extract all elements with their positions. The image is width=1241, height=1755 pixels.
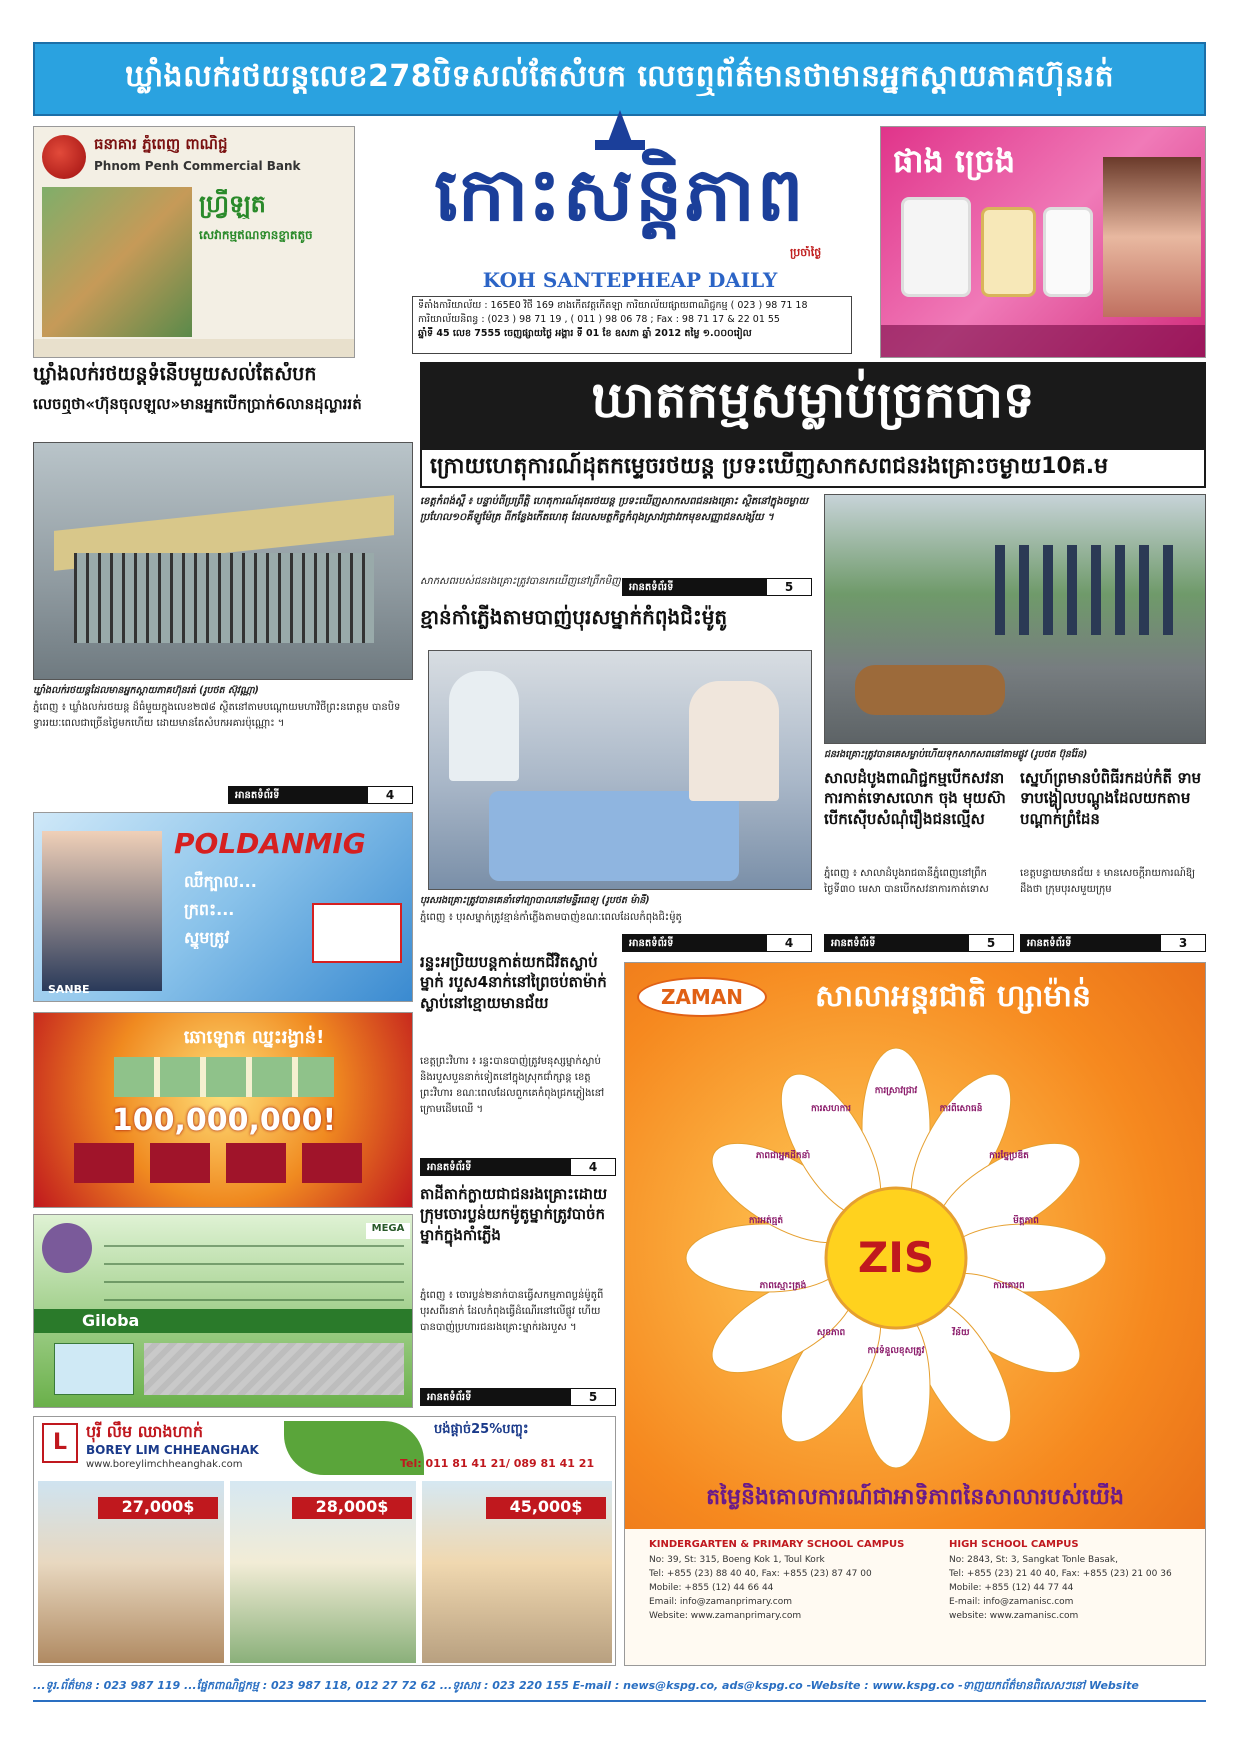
poldanmig-text2: ក្រពះ... [184,900,235,919]
borey-price-2: 28,000$ [292,1497,412,1519]
brain-icon [42,1223,92,1273]
continue-page-number: 5 [969,935,1013,951]
petal-label: សុខភាព [816,1328,846,1338]
petal-label: ការសហការ [811,1104,851,1114]
petal-label: ការពិសោធន៍ [939,1104,983,1114]
continue-label: អានតទំព័រទី [421,1389,571,1405]
medic-figure [689,681,779,801]
borey-english-name: BOREY LIM CHHEANGHAK [86,1443,259,1457]
zaman-brand: ZAMAN [660,985,744,1009]
masthead-english-name: KOH SANTEPHEAP DAILY [482,268,778,292]
main-story-text2: សាកសពរបស់ជនរងគ្រោះត្រូវបានរកឃើញនៅព្រឹកមិញ [420,576,621,587]
main-story-text: ខេត្តកំពង់ស្ពឺ ៖ បន្ទាប់ពីប្រព្រឹត្តិ ហេតុការណ៍ដុតរថយន្ត ប្រទះឃើញសាកសពជនរងគ្រោះ ស្ថិតនៅក្នុងចម្ងាយប្រហែល១០គីឡូម៉ែត្រ ពីកន្លែងកើតហេតុ ដែលសមត្ថកិច្ចកំពុងស្រាវជ្រាវរកមុខសញ្ញាជនសង្ស័យ ។ [420,496,808,523]
shooting-story-text: ភ្នំពេញ ៖ បុរសម្នាក់ត្រូវខ្មាន់កាំភ្លើងតាមបាញ់ខណៈពេលដែលកំពុងជិះម៉ូតូ [420,912,682,923]
campus1-address: No: 39, St: 315, Boeng Kok 1, Toul Kork [649,1555,825,1565]
hospital-photo [428,650,812,890]
campus2-title: HIGH SCHOOL CAMPUS [949,1539,1079,1550]
campus1-website: Website: www.zamanprimary.com [649,1611,802,1621]
poldanmig-ad[interactable] [33,812,413,1002]
masthead-info-line3: ឆ្នាំទី 45 លេខ 7555 ចេញផ្សាយថ្ងៃ អង្គារ ទី 01 ខែ ឧសភា ឆ្នាំ 2012 តម្លៃ ១.០០០រៀល [418,328,752,339]
masthead-subtitle-tag: ប្រចាំថ្ងៃ [790,246,822,259]
continue-label: អានតទំព័រទី [421,1159,571,1175]
borey-discount: បង់ផ្តាច់25%បញ្ចុះ [434,1422,529,1437]
campus1-mobile: Mobile: +855 (12) 44 66 44 [649,1583,774,1593]
robbery-story-continue[interactable] [420,1388,616,1406]
bank-desc: សេវាកម្មឥណទានខ្នាតតូច [199,228,313,242]
petal-label: ការស្រាវជ្រាវ [874,1086,918,1096]
footer-rule [33,1700,1206,1702]
petal-label: ការច្នៃប្រឌិត [989,1151,1029,1161]
watch-icon [901,197,971,297]
lightning-story-continue[interactable] [420,1158,616,1176]
left-story-continue[interactable] [228,786,413,804]
masthead-title-text: កោះសន្តិភាព [434,152,806,238]
masthead-info-box [412,296,852,354]
campus1-title: KINDERGARTEN & PRIMARY SCHOOL CAMPUS [649,1539,905,1550]
giloba-brand2: MEGA [366,1223,410,1239]
petal-label: ភាពស្មោះត្រង់ [759,1281,807,1291]
campus2-website: website: www.zamanisc.com [949,1611,1079,1621]
lottery-ad[interactable] [33,1012,413,1208]
road-photo-caption: ជនរងគ្រោះត្រូវបានគេសម្លាប់ហើយទុកសាកសពនៅតាមផ្លូវ (រូបថត ប៊ុនរ៉ែន) [824,749,1088,760]
campus1-tel: Tel: +855 (23) 88 40 40, Fax: +855 (23) 87 47 00 [649,1569,872,1579]
border-story-text: ខេត្តបន្ទាយមានជ័យ ៖ មានសេចក្ដីរាយការណ៍ឱ្យដឹងថា ក្រុមបុរសមួយក្រុម [1020,868,1196,895]
main-story-continue[interactable] [622,578,812,596]
bank-logo-icon [42,135,86,179]
bank-tag: ហ្វ្រីឡូត [199,190,266,218]
lightning-headline[interactable]: រន្ទះអប្រិយបន្តកាត់យកជីវិតស្លាប់ម្នាក់ របួស4នាក់នៅព្រៃចប់តាម៉ាក់ស្លាប់នៅខ្មោយមានជ័យ [420,953,607,1012]
zaman-center-label: ZIS [857,1233,935,1282]
continue-label: អានតទំព័រទី [1021,935,1161,951]
hospital-photo-caption: បុរសរងគ្រោះត្រូវបានគេនាំទៅព្យាបាលនៅមន្ទីរពេទ្យ (រូបថត ម៉ានី) [420,895,650,906]
headache-man-photo [42,831,162,991]
poldanmig-text3: ស្នូមត្រូវ [184,928,230,947]
prize-box-icons [74,1143,374,1183]
lottery-amount: 100,000,000! [111,1103,337,1138]
model-photo [1103,157,1201,317]
medic-figure [449,671,519,781]
bank-ad[interactable] [33,126,355,358]
robbery-headline[interactable]: តាដីតាក់ក្លាយជាជនរងគ្រោះដោយក្រុមចោរប្លន់យកម៉ូតូម្នាក់ត្រូវបាច់ក ម្នាក់ក្នុងកាំភ្លើង [420,1185,608,1244]
continue-page-number: 3 [1161,935,1205,951]
zaman-school-ad[interactable] [624,962,1206,1666]
petal-label: ការទំនួលខុសត្រូវ [867,1346,925,1356]
zaman-title: សាលាអន្តរជាតិ ហ្សាម៉ាន់ [815,979,1092,1014]
left-story-headline-line2: លេចឮថា«ហ៊ុនចុលឡូល»មានអ្នកបើកប្រាក់6លានដុល្លាររត់ [33,394,362,413]
showroom-gate [74,553,374,643]
continue-page-number: 5 [571,1389,615,1405]
court-headline[interactable]: សាលដំបូងពាណិជ្ជកម្មបើកសវនាការកាត់ទោសលោក ចុង មុយស៊ា បើកស៊ើបសំណុំរឿងជនល្មើស [824,769,1006,828]
zaman-slogan: តម្លៃនិងគោលការណ៍ជាអាទិភាពនៃសាលារបស់យើង [706,1485,1124,1510]
main-headline[interactable] [420,362,1206,448]
borey-website: www.boreylimchheanghak.com [86,1459,243,1470]
banknote-icons [114,1057,334,1097]
giloba-symptom-list [104,1245,404,1301]
watch-icon [981,207,1036,297]
bystander-group [995,545,1175,635]
borey-tel: Tel: 011 81 41 21/ 089 81 41 21 [400,1457,595,1470]
watch-icon [1043,207,1093,297]
shooting-headline[interactable]: ខ្មាន់កាំភ្លើងតាមបាញ់បុរសម្នាក់កំពុងជិះម៉ូតូ [420,605,728,629]
left-story-headline[interactable] [33,362,413,442]
bank-khmer-name: ធនាគារ ភ្នំពេញ ពាណិជ្ជ [94,135,228,153]
petal-label: មិត្តភាព [1013,1216,1039,1226]
left-story-headline-line1: ឃ្លាំងលក់រថយន្តទំនើបមួយសល់តែសំបក [33,363,317,385]
borey-price-3: 45,000$ [486,1497,606,1519]
watch-ad[interactable] [880,126,1206,358]
petal-label: ការគោរព [993,1281,1025,1291]
bank-footer-strip [34,339,354,357]
campus2-mobile: Mobile: +855 (12) 44 77 44 [949,1583,1074,1593]
campus1-email: Email: info@zamanprimary.com [649,1597,792,1607]
continue-page-number: 4 [767,935,811,951]
hospital-bed [489,791,739,881]
petal-label: វិន័យ [952,1328,970,1338]
lightning-story-text: ខេត្តព្រះវិហារ ៖ រន្ទះបានបាញ់ត្រូវមនុស្សម្នាក់ស្លាប់ និងរបួសបួននាក់ទៀតនៅក្នុងស្រុកជាំក្សាន្ត ខេត្តព្រះវិហារ ខណៈពេលដែលពួកគេកំពុងជ្រកភ្លៀងនៅក្រោមដើមឈើ ។ [420,1056,605,1115]
left-story-caption: ឃ្លាំងលក់រថយន្តដែលមានអ្នកស្តាយភាគហ៊ុនរត់ (រូបថត ស៊ុវណ្ណា) [33,685,259,696]
continue-label: អានតទំព័រទី [229,787,368,803]
road-victim-photo [824,494,1206,744]
bank-english-name: Phnom Penh Commercial Bank [94,159,301,173]
petal-label: ការអត់ធ្មត់ [748,1216,784,1226]
giloba-brand: Giloba [82,1311,140,1330]
borey-logo-icon: L [42,1423,78,1463]
main-subheadline[interactable] [420,448,1206,488]
masthead-title[interactable] [385,138,855,268]
poldanmig-pack-icon [312,903,402,963]
lottery-title: ឆោឡ្នោត ឈ្នះរង្វាន់! [183,1027,325,1048]
border-story-continue[interactable] [1020,934,1206,952]
continue-label: អានតទំព័រទី [825,935,969,951]
borey-real-estate-ad[interactable] [33,1416,616,1666]
top-headline-banner[interactable] [33,42,1206,116]
watch-ad-title: ផាង ច្រេង [893,142,1016,180]
continue-page-number: 4 [571,1159,615,1175]
main-subheadline-text: ក្រោយហេតុការណ៍ដុតកម្ទេចរថយន្ត ប្រទះឃើញសាកសពជនរងគ្រោះចម្ងាយ10គ.ម [430,454,1109,479]
border-headline[interactable]: ស្នេហ៍ព្រមានបំពិធីរកដប់កំតី ទាមទាបង្ហៀលបណ្ដូងដែលយកតាមបណ្ដាក់ព្រំដែន [1020,769,1202,828]
continue-label: អានតទំព័រទី [623,935,767,951]
petal-label: ភាពជាអ្នកដឹកនាំ [755,1151,811,1161]
poldanmig-text1: ឈឺក្បាល... [184,872,257,891]
masthead-info-line1: ទីតាំងការិយាល័យ : 165E0 វិថី 169 ខាងកើតវត្តកើតឡា ការិយាល័យផ្សាយពាណិជ្ជកម្ម ( 023 ) 98 71 18 [418,300,808,311]
car-showroom-photo [33,442,413,680]
borey-khmer-name: បុរី លឹម ឈាងហាក់ [86,1422,203,1441]
contact-footer[interactable]: ...ទូរ.ព័ត៌មាន : 023 987 119 ...ផ្នែកពាណិជ្ជកម្ម : 023 987 118, 012 27 72 62 ...ទូរសារ : 023 220 155 E-mail : news@kspg.co, ads@kspg.co -Website : www.kspg.co -ទាញយកព័ត៌មានពិសេសៗនៅ Website [33,1679,1139,1692]
giloba-ad[interactable] [33,1214,413,1408]
top-headline-text: ឃ្លាំងលក់រថយន្តលេខ278បិទសល់តែសំបក លេចឮព័ត៌មានថាមានអ្នកស្ដាយភាគហ៊ុនរត់ [124,59,1115,94]
masthead-info-line2: ការិយាល័យនិពន្ធ : (023 ) 98 71 19 , ( 011 ) 98 06 78 ; Fax : 98 71 17 & 22 01 55 [418,314,780,325]
court-story-continue[interactable] [824,934,1014,952]
court-story-text: ភ្នំពេញ ៖ សាលាដំបូងរាជធានីភ្នំពេញនៅព្រឹកថ្ងៃទី៣០ មេសា បានបើកសវនាការកាត់ទោស [824,868,989,895]
left-story-text: ភ្នំពេញ ៖ ឃ្លាំងលក់រថយន្ត ដ៏ធំមួយក្នុងលេខ២៧៨ ស្ថិតនៅតាមបណ្ដោយមហាវិថីព្រះនរោត្តម បានបិទទ្វាររយៈពេលជាច្រើនថ្ងៃមកហើយ ដោយមានតែសំបកអគារប៉ុណ្ណោះ ។ [33,702,401,729]
victim-bundle [855,665,1005,715]
campus2-address: No: 2843, St: 3, Sangkat Tonle Basak, [949,1555,1118,1565]
borey-price-1: 27,000$ [98,1497,218,1519]
robbery-story-text: ភ្នំពេញ ៖ ចោរប្លន់២នាក់បានធ្វើសកម្មភាពប្លន់ម៉ូតូពីបុរសពីរនាក់ ដែលកំពុងធ្វើដំណើរនៅលើផ្លូវ ហើយបានបាញ់ប្រហារជនរងគ្រោះម្នាក់រងរបួស ។ [420,1290,604,1333]
poldanmig-maker: SANBE [48,983,90,996]
continue-label: អានតទំព័រទី [623,579,767,595]
giloba-box-icon [54,1343,134,1395]
continue-page-number: 5 [767,579,811,595]
giloba-people-photos [144,1343,404,1395]
poldanmig-brand: POLDANMIG [174,827,366,860]
watch-ad-footer [881,325,1205,357]
continue-page-number: 4 [368,787,412,803]
bank-photo-collage [42,187,192,337]
shooting-story-continue[interactable] [622,934,812,952]
main-headline-text: ឃាតកម្មសម្លាប់ច្រកបាទ [591,370,1035,429]
campus2-email: E-mail: info@zamanisc.com [949,1597,1074,1607]
campus2-tel: Tel: +855 (23) 21 40 40, Fax: +855 (23) 21 00 36 [949,1569,1172,1579]
